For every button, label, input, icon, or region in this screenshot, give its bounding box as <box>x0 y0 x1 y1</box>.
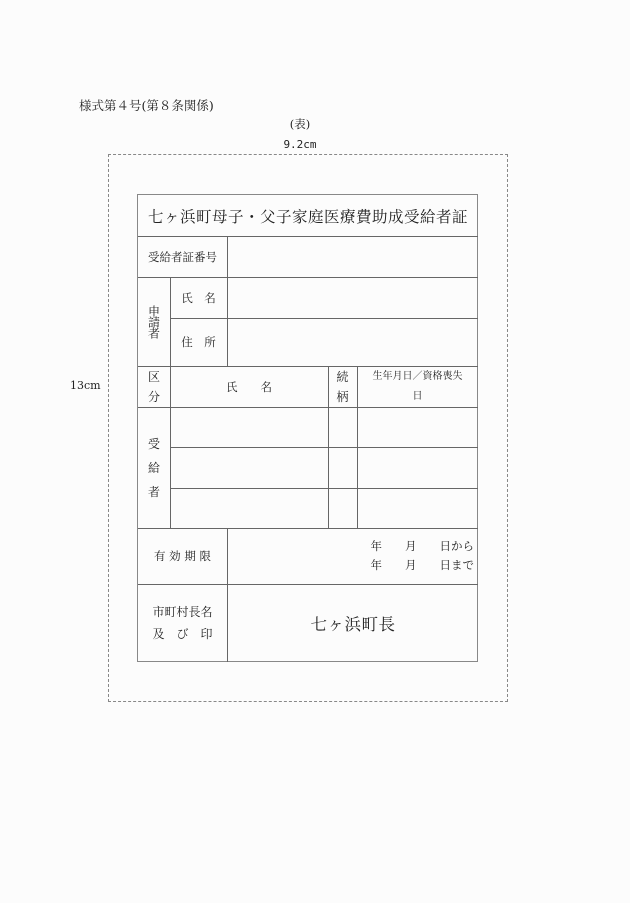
date-header-line2: 日 <box>412 390 423 402</box>
recipient-1-date-field[interactable] <box>358 407 478 447</box>
applicant-group-label-cell <box>138 277 170 366</box>
recipient-3-date-field[interactable] <box>358 488 478 528</box>
recipients-label-char: 受 <box>147 436 160 451</box>
recipient-3-name-field[interactable] <box>171 488 328 528</box>
width-dimension-label: 9.2cm <box>283 138 317 151</box>
side-indicator: (表) <box>289 117 311 131</box>
validity-to-line: 年 月 日まで <box>370 558 474 572</box>
recipients-label-char: 給 <box>147 460 160 475</box>
applicant-group-label: 申請者 <box>146 305 161 338</box>
form-number-label: 様式第４号(第８条関係) <box>79 98 214 113</box>
date-header <box>357 366 478 407</box>
recipient-2-date-field[interactable] <box>358 447 478 488</box>
applicant-address-field[interactable] <box>228 318 478 366</box>
relationship-header <box>328 366 357 407</box>
mayor-label-line1: 市町村長名 <box>152 604 213 619</box>
relationship-header-line2: 柄 <box>336 389 349 404</box>
mayor-name-and-seal: 七ヶ浜町長 <box>310 614 396 634</box>
category-header <box>138 366 170 407</box>
validity-period-field[interactable] <box>228 528 474 584</box>
mayor-label-line2: 及 び 印 <box>152 626 213 641</box>
date-header-line1: 生年月日／資格喪失 <box>372 370 463 382</box>
recipients-group-label <box>138 407 170 528</box>
height-dimension-label: 13cm <box>70 379 101 392</box>
certificate-number-label: 受給者証番号 <box>148 249 217 264</box>
applicant-address-label: 住 所 <box>181 335 216 349</box>
recipient-3-relationship-field[interactable] <box>329 488 357 528</box>
recipient-1-name-field[interactable] <box>171 407 328 447</box>
category-header-line1: 区 <box>147 369 160 384</box>
recipient-1-relationship-field[interactable] <box>329 407 357 447</box>
category-header-line2: 分 <box>147 389 160 404</box>
recipient-certificate-card <box>137 194 478 662</box>
relationship-header-line1: 続 <box>336 369 349 384</box>
validity-label: 有 効 期 限 <box>154 549 211 563</box>
validity-from-line: 年 月 日から <box>370 539 474 553</box>
applicant-name-field[interactable] <box>228 277 478 318</box>
recipient-2-name-field[interactable] <box>171 447 328 488</box>
mayor-label <box>138 584 227 661</box>
recipients-label-char: 者 <box>147 484 160 499</box>
recipient-name-header: 氏 名 <box>226 379 272 394</box>
certificate-number-field[interactable] <box>228 236 478 277</box>
card-title: 七ヶ浜町母子・父子家庭医療費助成受給者証 <box>147 207 468 226</box>
applicant-name-label: 氏 名 <box>181 290 216 305</box>
recipient-2-relationship-field[interactable] <box>329 447 357 488</box>
